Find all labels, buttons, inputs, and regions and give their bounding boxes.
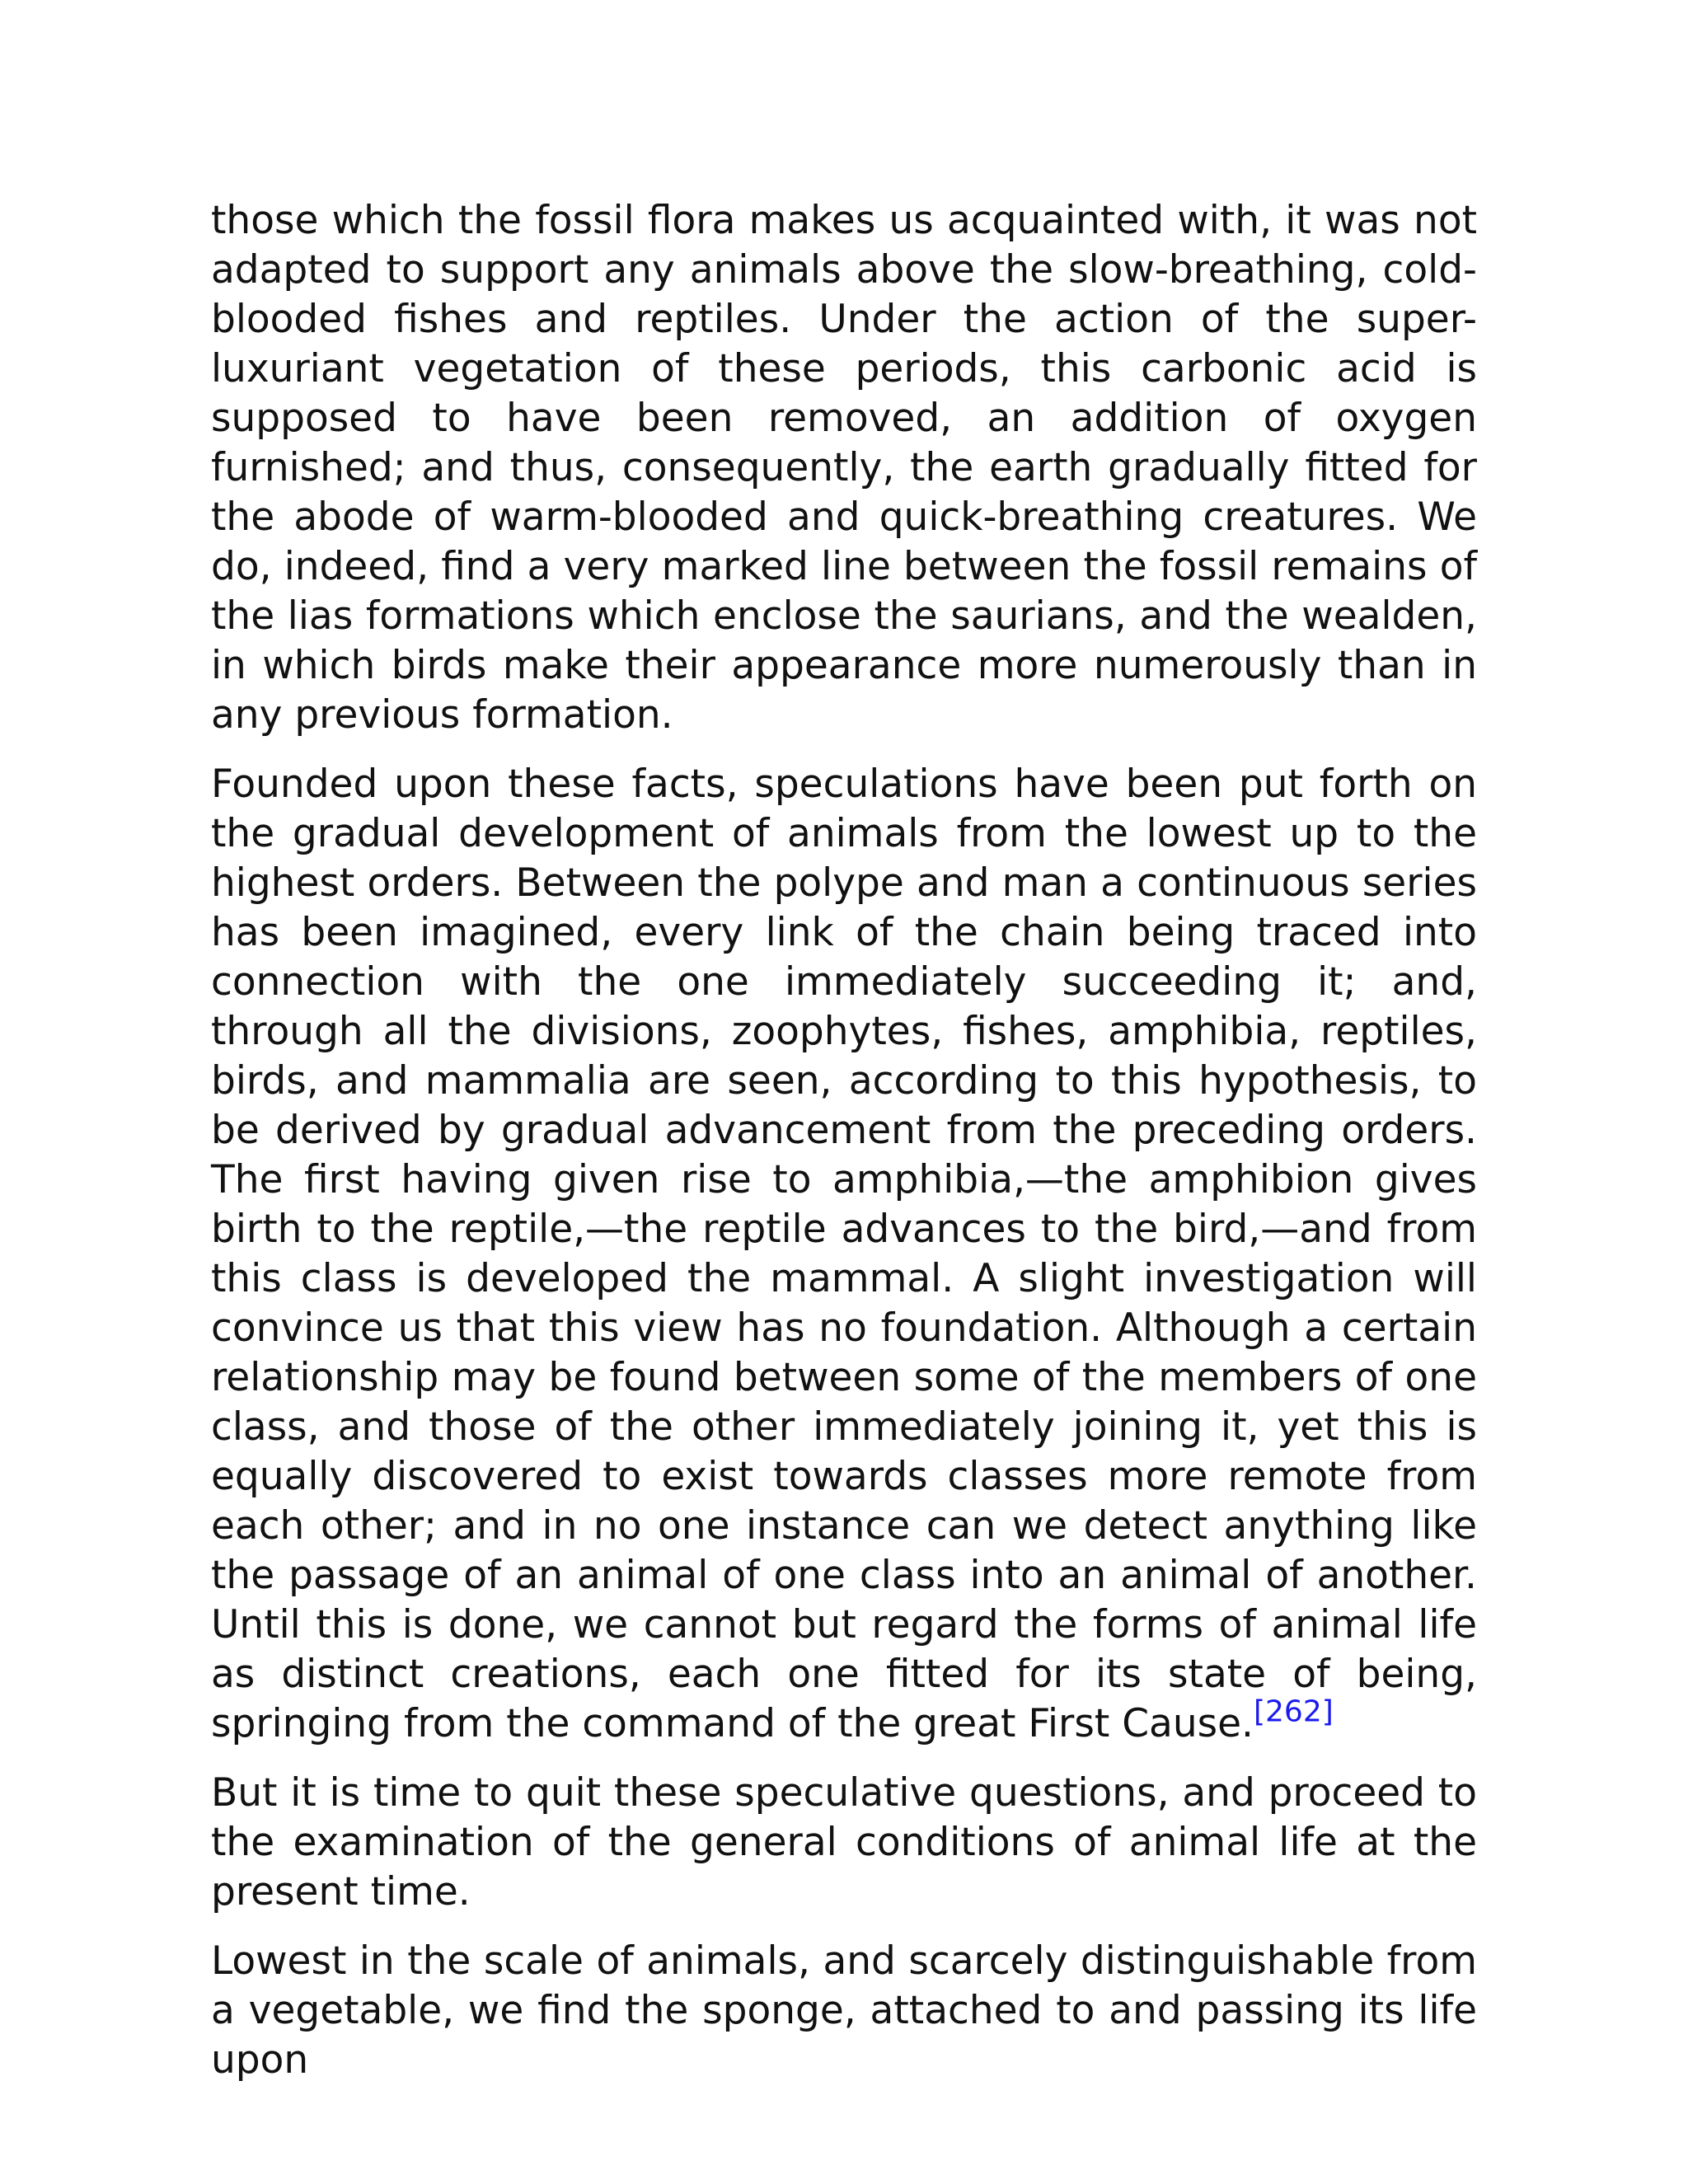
paragraph-1: those which the fossil flora makes us acquainted with, it was not adapted to support any animals above the slow-breathing, cold-blooded fishes and reptiles. Under the action of the super-luxuriant vegetation of these periods, this carbonic acid is supposed to have been removed, an addition of oxygen furnished; and thus, consequently, the earth gradually fitted for the abode of warm-blooded and quick-breathing creatures. We do, indeed, find a very marked line between the fossil remains of the lias formations which enclose the saurians, and the wealden, in which birds make their appearance more numerously than in any previous formation. (211, 198, 1477, 738)
footnote-link[interactable]: [262] (1253, 1694, 1334, 1729)
paragraph-2-text: Founded upon these facts, speculations have been put forth on the gradual development of animals from the lowest up to the highest orders. Between the polype and man a continuous series has been imagined, every link of the chain being traced into connection with the one immediately succeeding it; and, through all the divisions, zoophytes, fishes, amphibia, reptiles, birds, and mammalia are seen, according to this hypothesis, to be derived by gradual advancement from the preceding orders. The first having given rise to amphibia,—the amphibion gives birth to the reptile,—the reptile advances to the bird,—and from this class is developed the mammal. A slight investigation will convince us that this view has no foundation. Although a certain relationship may be found between some of the members of one class, and those of the other immediately joining it, yet this is equally discovered to exist towards classes more remote from each other; and in no one instance can we detect anything like the passage of an animal of one class into an animal of another. Until this is done, we cannot but regard the forms of animal life as distinct creations, each one fitted for its state of being, springing from the command of the great First Cause. (211, 762, 1477, 1746)
paragraph-4: Lowest in the scale of animals, and scarcely distinguishable from a vegetable, we find the sponge, attached to and passing its life upon (211, 1938, 1477, 2083)
paragraph-2 (211, 760, 1477, 1749)
paragraph-3: But it is time to quit these speculative questions, and proceed to the examination of the general conditions of animal life at the present time. (211, 1770, 1477, 1915)
page-body (211, 196, 1477, 2105)
